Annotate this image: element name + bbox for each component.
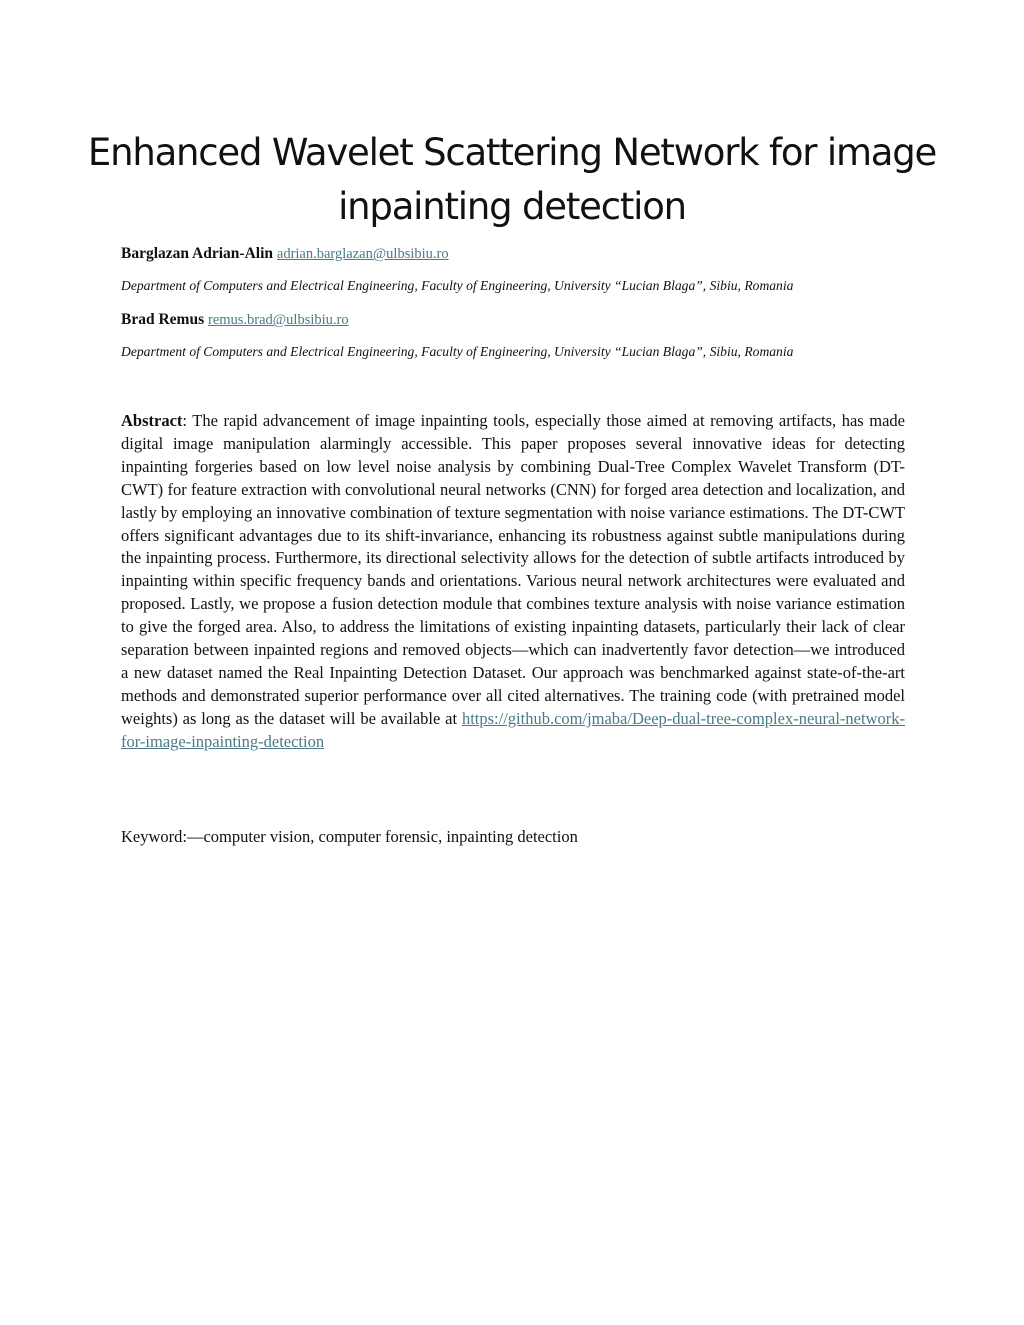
github-link[interactable]: https://github.com/jmaba/Deep-dual-tree-complex-neural-network-for-image-inpainting-detection: [121, 708, 905, 751]
author-affiliation: Department of Computers and Electrical Engineering, Faculty of Engineering, University “Lucian Blaga”, Sibiu, Romania: [121, 344, 794, 359]
author-line-2: [121, 310, 349, 330]
abstract-label: Abstract: [121, 411, 183, 430]
author-affiliation: Department of Computers and Electrical Engineering, Faculty of Engineering, University “Lucian Blaga”, Sibiu, Romania: [121, 278, 794, 293]
paper-title: Enhanced Wavelet Scattering Network for image inpainting detection: [87, 131, 937, 228]
author-line-1: [121, 244, 449, 264]
author-name: Brad Remus: [121, 311, 205, 328]
author-email-link[interactable]: adrian.barglazan@ulbsibiu.ro: [276, 246, 449, 262]
abstract-paragraph: [121, 410, 905, 754]
abstract-text: : The rapid advancement of image inpainting tools, especially those aimed at removing artifacts, has made digital image manipulation alarmingly accessible. This paper proposes several innovative ideas for detecting inpainting forgeries based on low level noise analysis by combining Dual-Tree Complex Wavelet Transform (DT-CWT) for feature extraction with convolutional neural networks (CNN) for forged area detection and localization, and lastly by employing an innovative combination of texture segmentation with noise variance estimations. The DT-CWT offers significant advantages due to its shift-invariance, enhancing its robustness against subtle manipulations during the inpainting process. Furthermore, its directional selectivity allows for the detection of subtle artifacts introduced by inpainting within specific frequency bands and orientations. Various neural network architectures were evaluated and proposed. Lastly, we propose a fusion detection module that combines texture analysis with noise variance estimation to give the forged area. Also, to address the limitations of existing inpainting datasets, particularly their lack of clear separation between inpainted regions and removed objects—which can inadvertently favor detection—we introduced a new dataset named the Real Inpainting Detection Dataset. Our approach was benchmarked against state-of-the-art methods and demonstrated superior performance over all cited alternatives. The training code (with pretrained model weights) as long as the dataset will be available at: [121, 411, 905, 728]
keywords-line: Keyword:—computer vision, computer forensic, inpainting detection: [121, 827, 578, 846]
author-email-link[interactable]: remus.brad@ulbsibiu.ro: [207, 312, 349, 328]
author-name: Barglazan Adrian-Alin: [121, 245, 274, 262]
